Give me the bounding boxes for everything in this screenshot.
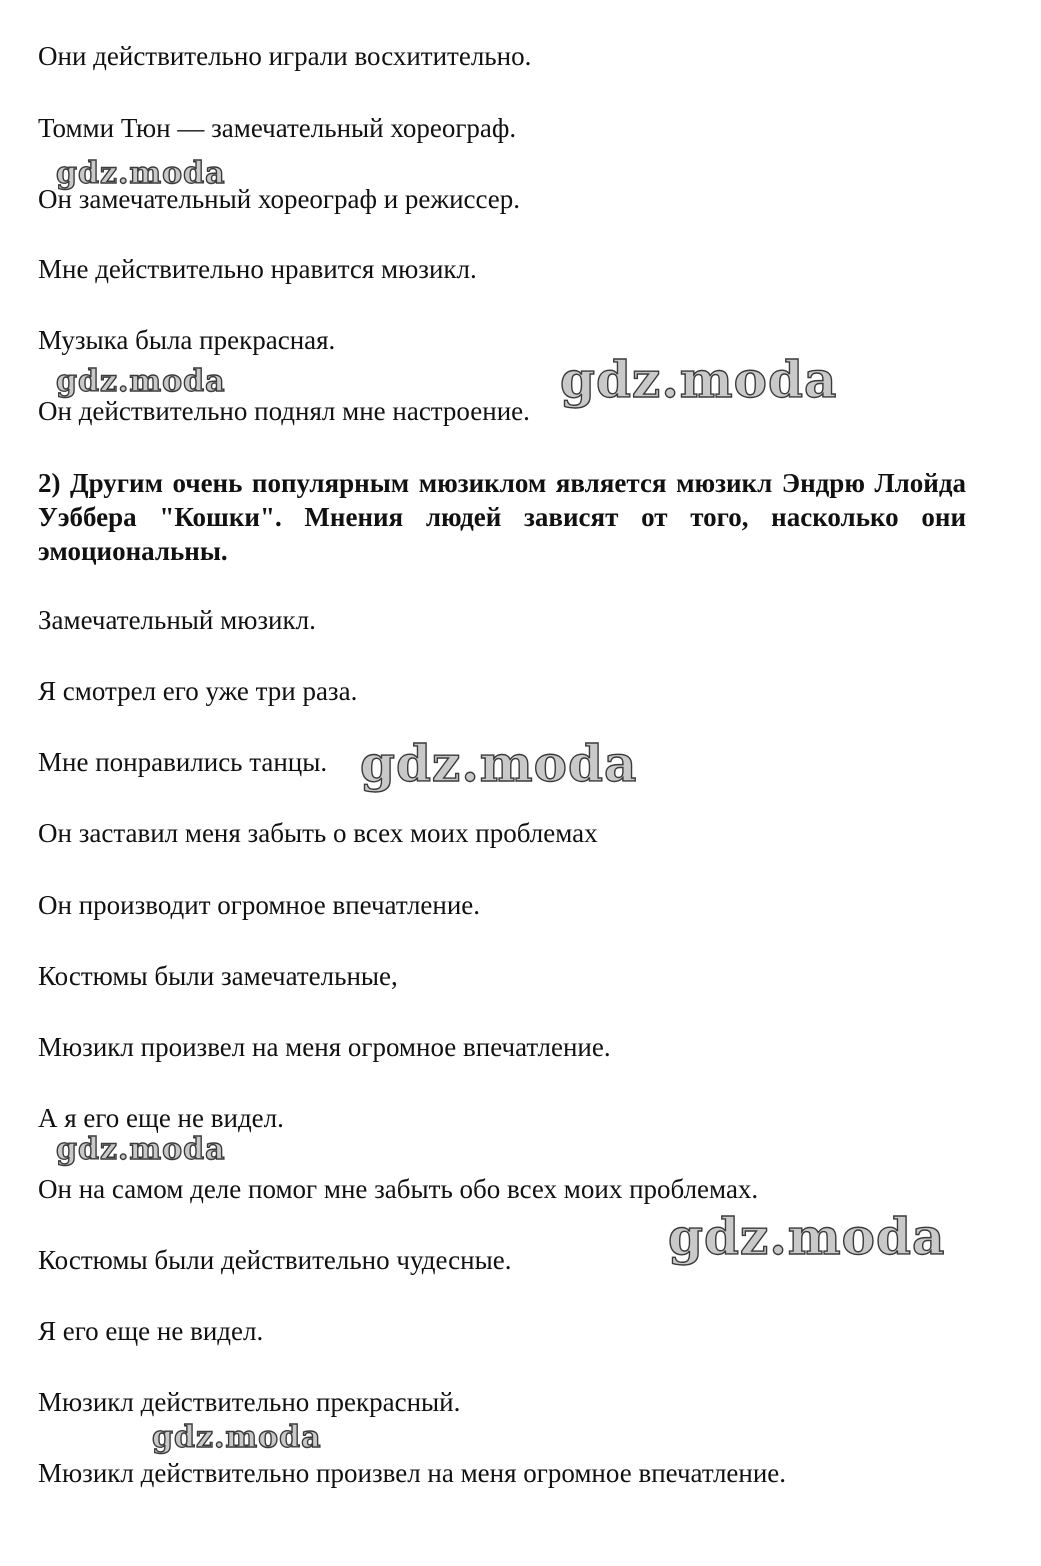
text-line: Он замечательный хореограф и режиссер. xyxy=(38,184,521,214)
watermark: gdz.moda xyxy=(56,364,226,399)
watermark: gdz.moda xyxy=(56,1132,226,1167)
text-line: Он на самом деле помог мне забыть обо всех моих проблемах. xyxy=(38,1174,759,1204)
text-line: Мюзикл действительно произвел на меня огромное впечатление. xyxy=(38,1458,787,1488)
text-line: Томми Тюн — замечательный хореограф. xyxy=(38,113,517,143)
text-line: Он действительно поднял мне настроение. xyxy=(38,396,530,426)
watermark: gdz.moda xyxy=(152,1420,322,1455)
text-line: Он заставил меня забыть о всех моих проблемах xyxy=(38,818,598,848)
watermark: gdz.moda xyxy=(560,350,838,409)
text-line: Он производит огромное впечатление. xyxy=(38,890,481,920)
watermark: gdz.moda xyxy=(56,156,226,191)
text-line: Мюзикл действительно прекрасный. xyxy=(38,1387,461,1417)
section-heading: 2) Другим очень популярным мюзиклом является мюзикл Эндрю Ллойда Уэббера "Кошки". Мнения людей зависят от того, насколько они эмоциональны. xyxy=(38,468,966,566)
text-line: Замечательный мюзикл. xyxy=(38,605,316,635)
watermark: gdz.moda xyxy=(668,1207,946,1266)
text-line: Мюзикл произвел на меня огромное впечатление. xyxy=(38,1032,611,1062)
text-line: Костюмы были действительно чудесные. xyxy=(38,1245,512,1275)
text-line: Костюмы были замечательные, xyxy=(38,961,398,991)
text-line: Музыка была прекрасная. xyxy=(38,325,336,355)
text-line: Я его еще не видел. xyxy=(38,1316,264,1346)
watermark: gdz.moda xyxy=(360,734,638,793)
text-line: А я его еще не видел. xyxy=(38,1103,284,1133)
text-line: Я смотрел его уже три раза. xyxy=(38,676,358,706)
text-line: Мне действительно нравится мюзикл. xyxy=(38,254,477,284)
text-line: Мне понравились танцы. xyxy=(38,747,328,777)
text-line: Они действительно играли восхитительно. xyxy=(38,41,532,71)
